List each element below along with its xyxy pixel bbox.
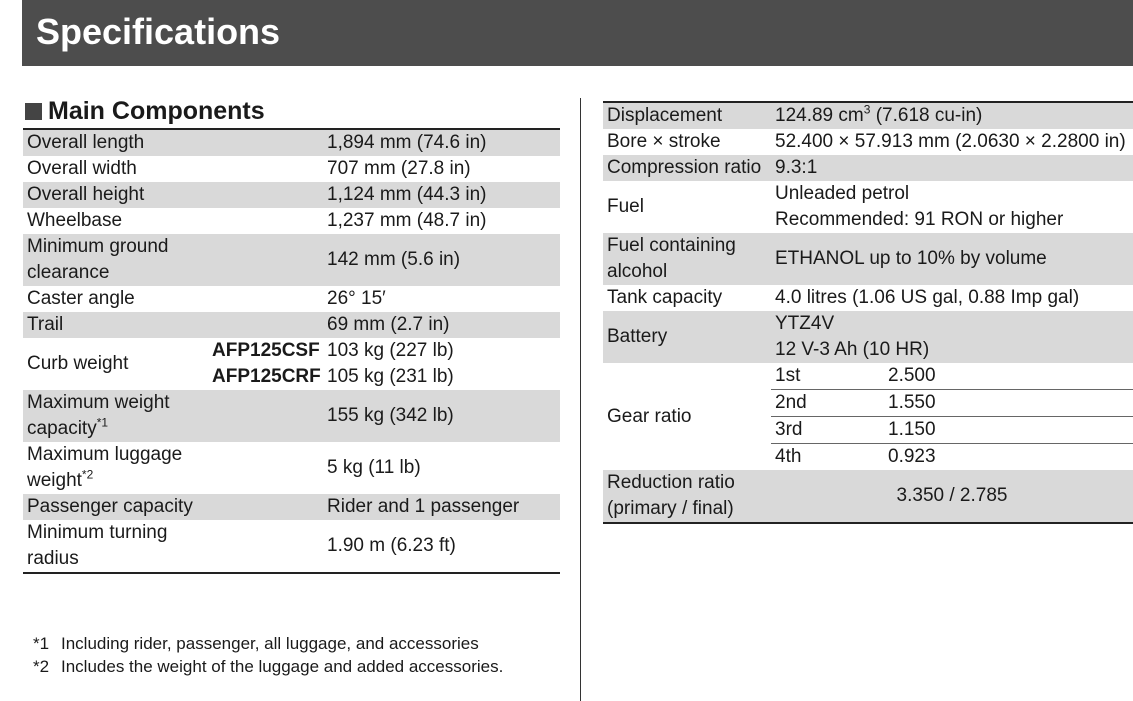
spec-value: 9.3:1 [771,155,1133,181]
square-bullet-icon [25,103,42,120]
table-row [23,234,560,286]
footnote-text: Including rider, passenger, all luggage, and accessories [61,634,479,653]
engine-specs-table [603,101,1133,524]
spec-label-line: clearance [27,262,110,283]
spec-label-line: Maximum weight [27,392,170,413]
spec-label-line: Minimum ground [27,236,169,257]
spec-value: ETHANOL up to 10% by volume [771,233,1133,285]
table-row [23,129,560,156]
table-row [23,520,560,573]
spec-value-line: Unleaded petrol [775,183,910,204]
spec-label [23,520,323,573]
table-row [603,181,1133,233]
spec-value: 52.400 × 57.913 mm (2.0630 × 2.2800 in) [775,131,1126,152]
spec-value: 707 mm (27.8 in) [327,158,471,179]
model-code: AFP125CSF [212,340,320,361]
model-code: AFP125CRF [212,366,321,387]
spec-label: Passenger capacity [23,494,323,520]
spec-value: Rider and 1 passenger [323,494,560,520]
spec-label [23,442,323,494]
spec-label: Compression ratio [603,155,771,181]
spec-value: 1,124 mm (44.3 in) [323,182,560,208]
footnote-ref: *1 [96,415,109,430]
spec-label: Battery [603,311,771,363]
footnote [33,632,503,655]
spec-value [771,181,1133,233]
spec-label [603,470,771,523]
footnote [33,655,503,678]
section-title-text: Main Components [48,96,265,125]
table-row [23,286,560,312]
table-row [603,470,1133,523]
spec-label: Wheelbase [27,210,123,231]
table-row [603,233,1133,285]
spec-label [603,233,771,285]
spec-label: Displacement [603,102,771,129]
table-row [23,156,560,182]
gear-name: 1st [771,363,884,390]
gear-value: 1.150 [884,417,1133,444]
spec-label: Overall length [23,129,323,156]
spec-value: 142 mm (5.6 in) [323,234,560,286]
spec-label: Fuel [607,196,644,217]
spec-label: Gear ratio [603,363,771,470]
gear-name: 2nd [771,390,884,417]
spec-label-line: Reduction ratio [607,472,735,493]
spec-label: Caster angle [27,288,135,309]
spec-value: 1.90 m (6.23 ft) [327,535,456,556]
table-row [603,285,1133,311]
spec-value-text: 124.89 cm [775,105,864,126]
spec-value: 3.350 / 2.785 [771,470,1133,523]
table-row [603,102,1133,129]
gear-value: 0.923 [888,446,936,467]
table-row [23,208,560,234]
spec-value [771,102,1133,129]
spec-value-line: Recommended: 91 RON or higher [775,209,1064,230]
spec-label: Bore × stroke [607,131,721,152]
table-row [603,311,1133,363]
footnote-text: Includes the weight of the luggage and added accessories. [61,657,504,676]
footnote-mark: *1 [33,634,50,653]
spec-value: 5 kg (11 lb) [327,457,421,478]
spec-label: Trail [23,312,323,338]
spec-label: Tank capacity [607,287,723,308]
footnote-mark: *2 [33,657,50,676]
spec-label-line: capacity [27,418,97,439]
spec-label-line: (primary / final) [607,498,734,519]
spec-value: 4.0 litres (1.06 US gal, 0.88 Imp gal) [775,287,1080,308]
spec-label-line: weight [27,470,82,491]
spec-label-line: Maximum luggage [27,444,183,465]
spec-value: 1,237 mm (48.7 in) [327,210,487,231]
page-title: Specifications [36,11,281,52]
table-row [23,312,560,338]
gear-value: 2.500 [884,363,1133,390]
table-row [23,390,560,442]
spec-value: 105 kg (231 lb) [327,366,454,387]
spec-label-line: alcohol [607,261,668,282]
spec-value: 103 kg (227 lb) [327,340,454,361]
spec-label-line: radius [27,548,79,569]
gear-value: 1.550 [884,390,1133,417]
spec-value: 1,894 mm (74.6 in) [323,129,560,156]
spec-label-line: Fuel containing [607,235,736,256]
column-divider [580,98,581,701]
table-row [603,155,1133,181]
table-row [23,494,560,520]
gear-name: 3rd [771,417,884,444]
section-title [25,95,560,127]
table-row [603,363,1133,390]
spec-value: 69 mm (2.7 in) [323,312,560,338]
spec-label [23,390,323,442]
gear-name: 4th [775,446,802,467]
table-row [23,442,560,494]
spec-label [23,234,323,286]
table-row [603,129,1133,155]
spec-value: 155 kg (342 lb) [323,390,560,442]
main-components-table [23,128,560,574]
spec-value-line: YTZ4V [775,313,835,334]
spec-label: Overall height [23,182,323,208]
spec-value: 26° 15′ [327,288,386,309]
footnotes [33,632,503,678]
page-header [22,0,1133,66]
table-row [23,182,560,208]
spec-label: Overall width [27,158,137,179]
spec-value-text: (7.618 cu-in) [870,105,983,126]
table-row [23,338,560,364]
superscript: 3 [863,102,871,117]
spec-value [771,311,1133,363]
spec-value-line: 12 V-3 Ah (10 HR) [775,339,930,360]
footnote-ref: *2 [81,467,94,482]
spec-label-line: Minimum turning [27,522,168,543]
spec-label: Curb weight [27,353,129,374]
